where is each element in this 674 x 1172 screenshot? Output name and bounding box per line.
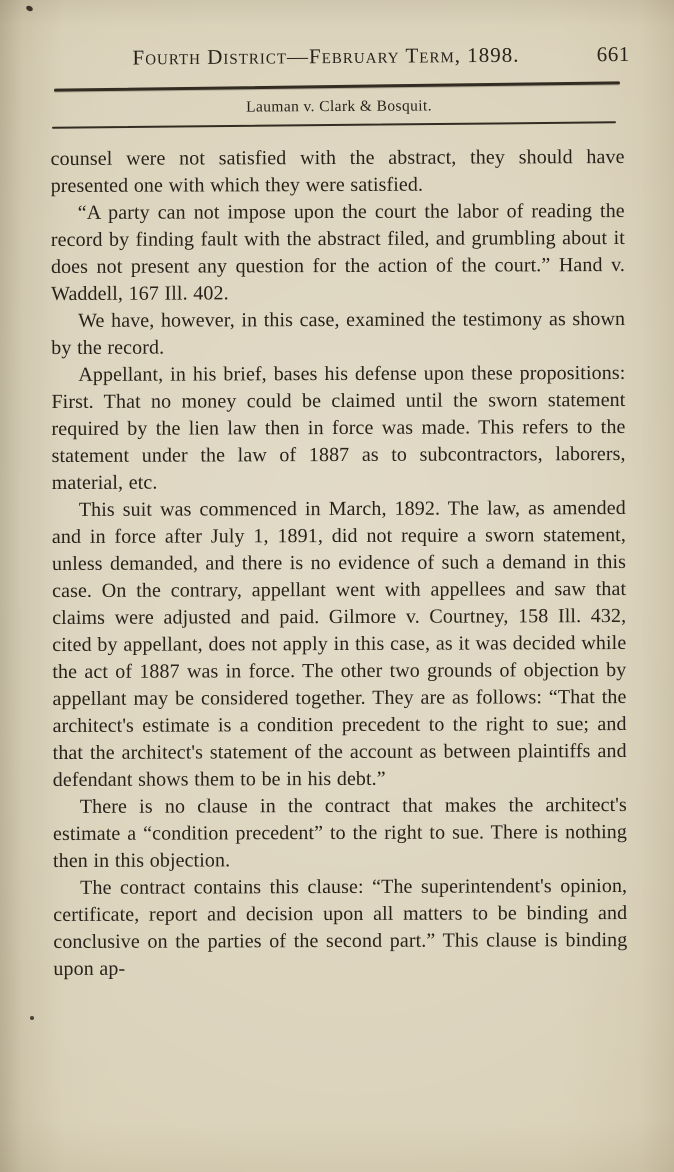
paragraph-6: There is no clause in the contract that makes the architect's estimate a “condition precedent” to the right to sue. There is nothing then in this objection. — [52, 793, 627, 872]
scan-speck — [30, 1016, 34, 1020]
running-title: Fourth District—February Term, 1898. — [132, 42, 520, 70]
running-head — [52, 41, 631, 71]
page-body — [51, 144, 628, 983]
paragraph-3: We have, however, in this case, examined the testimony as shown by the record. — [51, 307, 626, 360]
paragraph-2: “A party can not impose upon the court the labor of reading the record by finding fault with the abstract filed, and grumbling about it does not present any question for the action of the court.” Hand v. Waddell, 167 Ill. 402. — [50, 200, 625, 306]
page-number: 661 — [596, 41, 631, 67]
paragraph-7: The contract contains this clause: “The superintendent's opinion, certificate, report and decision upon all matters to be binding and conclusive on the parties of the second part.” This clause is binding upon ap- — [53, 874, 628, 980]
page-content — [50, 41, 631, 982]
case-title: Lauman v. Clark & Bosquit. — [245, 97, 433, 116]
scan-artifact — [25, 5, 33, 12]
header-divider — [54, 81, 620, 91]
paragraph-5: This suit was commenced in March, 1892. The law, as amended and in force after July 1, 1891, did not require a sworn statement, unless demanded, and there is no evidence of such a demand in this case. On the contrary, appellant went with appellees and saw that claims were adjusted and paid. Gilmore v. Courtney, 158 Ill. 432, cited by appellant, does not apply in this case, as it was decided while the act of 1887 was in force. The other two grounds of objection by appellant may be considered together. They are as follows: “That the architect's estimate is a condition precedent to the right to sue; and that the architect's statement of the account as between plaintiffs and defendant shows them to be in his debt.” — [51, 496, 627, 792]
case-divider — [52, 121, 616, 128]
paragraph-4: Appellant, in his brief, bases his defense upon these propositions: First. That no money could be claimed until the sworn statement required by the lien law then in force was made. This refers to the statement under the law of 1887 as to subcontractors, laborers, material, etc. — [51, 361, 626, 495]
paragraph-1: counsel were not satisfied with the abstract, they should have presented one with which they were satisfied. — [50, 146, 625, 198]
